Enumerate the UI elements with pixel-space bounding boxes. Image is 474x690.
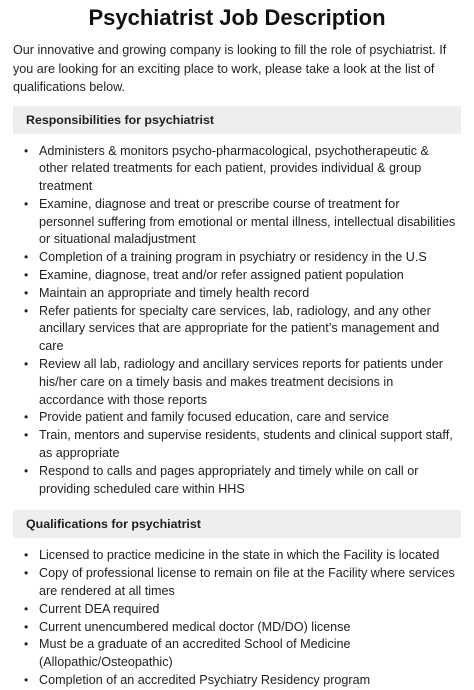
list-item: [24, 285, 461, 303]
responsibilities-list: [13, 143, 461, 499]
list-item-text: Licensed to practice medicine in the state in which the Facility is located: [39, 548, 440, 563]
intro-paragraph: Our innovative and growing company is looking to fill the role of psychiatrist. If you are looking for an exciting place to work, please take a look at the list of qualifications below.: [13, 43, 447, 94]
bullet-icon: •: [24, 357, 29, 372]
list-item-text: Train, mentors and supervise residents, students and clinical support staff, as appropriate: [39, 428, 453, 461]
list-item-text: Refer patients for specialty care services, lab, radiology, and any other ancillary services that are appropriate for the patient’s management and care: [39, 303, 440, 354]
page-title: Psychiatrist Job Description: [88, 5, 386, 30]
bullet-icon: •: [24, 428, 29, 443]
list-item: [24, 196, 461, 249]
list-item-text: Administers & monitors psycho-pharmacological, psychotherapeutic & other related treatments for each patient, provides individual & group treatment: [39, 143, 429, 194]
qualifications-heading: Qualifications for psychiatrist: [13, 510, 461, 538]
list-item: [24, 636, 461, 672]
list-item: [24, 249, 461, 267]
list-item: [24, 143, 461, 196]
list-item: [24, 601, 461, 619]
list-item: [24, 267, 461, 285]
list-item-text: Completion of an accredited Psychiatry Residency program: [39, 673, 371, 688]
bullet-icon: •: [24, 285, 29, 300]
list-item: [24, 356, 461, 409]
list-item: [24, 547, 461, 565]
bullet-icon: •: [24, 196, 29, 211]
bullet-icon: •: [24, 250, 29, 265]
list-item-text: Respond to calls and pages appropriately and timely while on call or providing scheduled care within HHS: [39, 463, 419, 496]
list-item-text: Examine, diagnose, treat and/or refer assigned patient population: [39, 268, 404, 283]
list-item-text: Current DEA required: [39, 601, 160, 616]
bullet-icon: •: [24, 463, 29, 478]
list-item-text: Examine, diagnose and treat or prescribe course of treatment for personnel suffering from emotional or mental illness, intellectual disabilities or situational maladjustment: [39, 196, 456, 247]
list-item-text: Must be a graduate of an accredited School of Medicine (Allopathic/Osteopathic): [39, 637, 351, 670]
bullet-icon: •: [24, 303, 29, 318]
bullet-icon: •: [24, 601, 29, 616]
list-item: [24, 619, 461, 637]
list-item-text: Copy of professional license to remain on file at the Facility where services are rendered at all times: [39, 566, 455, 599]
bullet-icon: •: [24, 410, 29, 425]
list-item: [24, 409, 461, 427]
list-item: [24, 303, 461, 356]
list-item-text: Current unencumbered medical doctor (MD/DO) license: [39, 619, 351, 634]
bullet-icon: •: [24, 268, 29, 283]
bullet-icon: •: [24, 143, 29, 158]
list-item-text: Completion of a training program in psychiatry or residency in the U.S: [39, 250, 427, 265]
list-item: [24, 565, 461, 601]
list-item: [24, 463, 461, 499]
bullet-icon: •: [24, 548, 29, 563]
bullet-icon: •: [24, 566, 29, 581]
qualifications-list: [13, 547, 461, 689]
bullet-icon: •: [24, 673, 29, 688]
list-item: [24, 427, 461, 463]
bullet-icon: •: [24, 637, 29, 652]
responsibilities-heading: Responsibilities for psychiatrist: [13, 106, 461, 134]
bullet-icon: •: [24, 619, 29, 634]
list-item-text: Maintain an appropriate and timely health record: [39, 285, 310, 300]
list-item: [24, 672, 461, 690]
list-item-text: Provide patient and family focused education, care and service: [39, 410, 390, 425]
list-item-text: Review all lab, radiology and ancillary services reports for patients under his/her care on a timely basis and makes treatment decisions in accordance with those reports: [39, 357, 443, 407]
